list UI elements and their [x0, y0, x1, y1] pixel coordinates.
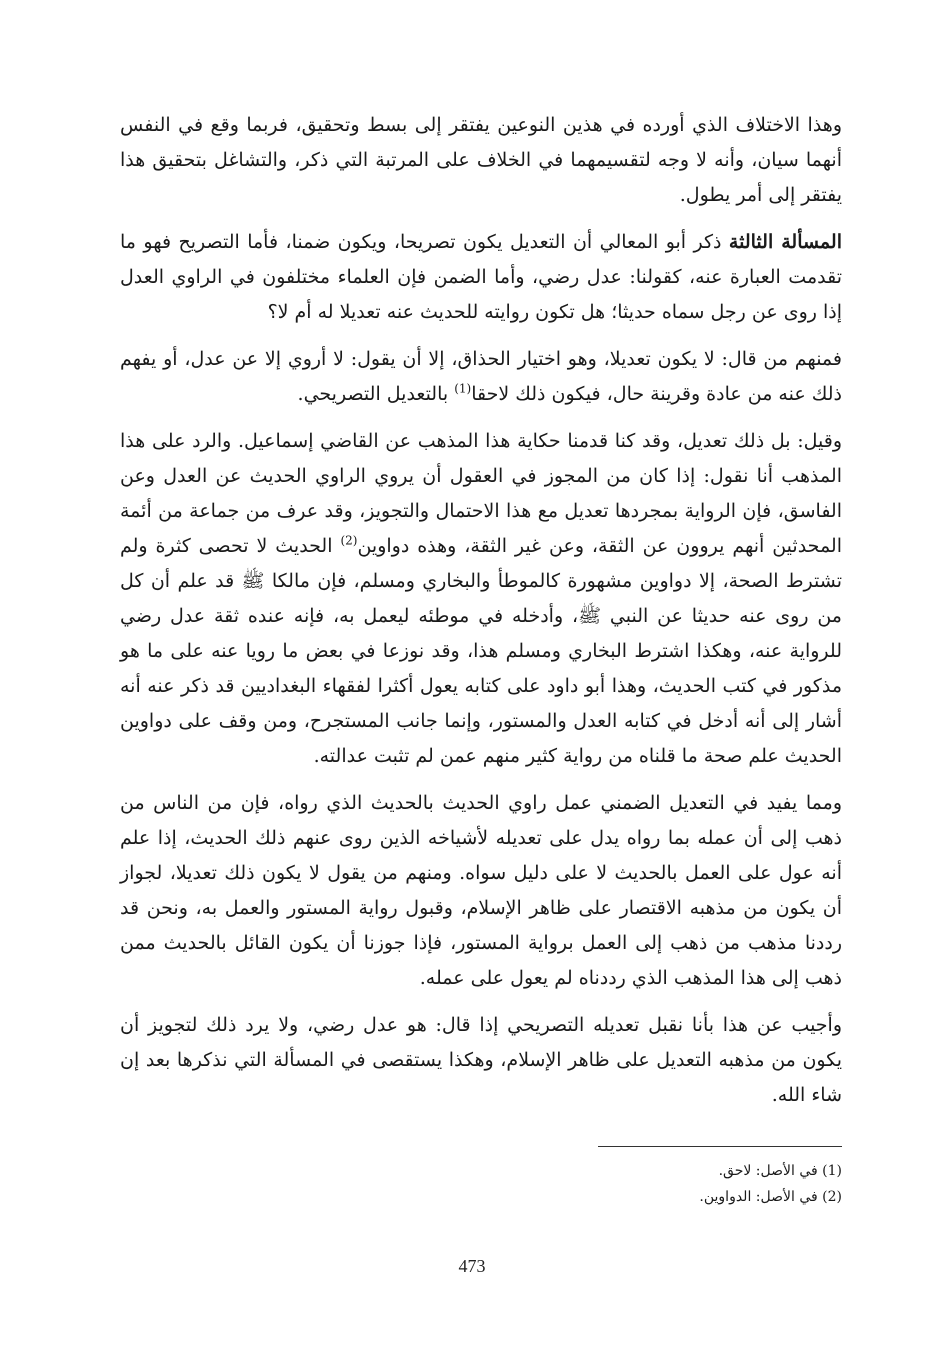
main-text [120, 108, 842, 1125]
paragraph-1-text: وهذا الاختلاف الذي أورده في هذين النوعين يفتقر إلى بسط وتحقيق، فربما وقع في النفس أنهما سيان، وأنه لا وجه لتقسيمهما في الخلاف على المرتبة التي ذكر، والتشاغل بتحقيق هذا يفتقر إلى أمر يطول. [120, 114, 842, 206]
paragraph-4-text-after: الحديث لا تحصى كثرة ولم تشترط الصحة، إلا دواوين مشهورة كالموطأ والبخاري ومسلم، فإن مالكا ﷺ قد علم أن كل من روى عنه حديثا عن النبي ﷺ، وأدخله في موطئه ليعمل به، فإنه عنده ثقة عدل رضي للرواية عنه، وهكذا اشترط البخاري ومسلم هذا، وقد نوزعا في بعض ما رويا عنه على ما هو مذكور في كتب الحديث، وهذا أبو داود على كتابه يعول أكثرا لفقهاء البغداديين قد ذكر عنه أنه أشار إلى أنه أدخل في كتابه العدل والمستور، وإنما جانب المستجرح، ومن وقف على دواوين الحديث علم صحة ما قلناه من رواية كثير منهم عمن لم تثبت عدالته. [120, 535, 842, 767]
footnotes [120, 1158, 842, 1210]
paragraph-5-text: ومما يفيد في التعديل الضمني عمل راوي الحديث بالحديث الذي رواه، فإن من الناس من ذهب إلى أن عمله بما رواه يدل على تعديله لأشياخه الذين روى عنهم ذلك الحديث، إذا علم أنه عول على العمل بالحديث لا على دليل سواه. ومنهم من يقول لا يكون ذلك تعديلا، لجواز أن يكون من مذهبه الاقتصار على ظاهر الإسلام، وقبول رواية المستور والعمل به، ونحن قد رددنا مذهب من ذهب إلى العمل برواية المستور، فإذا جوزنا أن يكون القائل بالحديث ممن ذهب إلى هذا المذهب الذي رددناه لم يعول على عمله. [120, 792, 842, 989]
paragraph-3-text-after: بالتعديل التصريحي. [297, 383, 455, 405]
page-number: 473 [458, 1256, 486, 1276]
footnote-2: (2) في الأصل: الدواوين. [699, 1189, 842, 1205]
footnote-ref-2[interactable]: (2) [340, 533, 358, 548]
paragraph-6 [120, 1008, 842, 1113]
paragraph-6-text: وأجيب عن هذا بأنا نقبل تعديله التصريحي إذا قال: هو عدل رضي، ولا يرد ذلك لتجويز أن يكون من مذهبه التعديل على ظاهر الإسلام، وهكذا يستقصى في المسألة التي نذكرها بعد إن شاء الله. [120, 1014, 842, 1106]
footnote-divider [598, 1146, 842, 1147]
paragraph-5 [120, 786, 842, 996]
section-heading: المسألة الثالثة [728, 231, 842, 253]
paragraph-2 [120, 225, 842, 330]
paragraph-4-text-before: وقيل: بل ذلك تعديل، وقد كنا قدمنا حكاية هذا المذهب عن القاضي إسماعيل. والرد على هذا المذهب أنا نقول: إذا كان من المجوز في العقول أن يروي الراوي الحديث عن العدل وعن الفاسق، فإن الرواية بمجردها تعديل مع هذا الاحتمال والتجويز، وقد عرف من جماعة من أئمة المحدثين أنهم يروون عن الثقة، وعن غير الثقة، وهذه دواوين [120, 430, 842, 557]
paragraph-1 [120, 108, 842, 213]
paragraph-4 [120, 424, 842, 774]
footnote-ref-1[interactable]: (1) [454, 381, 472, 396]
paragraph-3-text-before: فمنهم من قال: لا يكون تعديلا، وهو اختيار الحذاق، إلا أن يقول: لا أروي إلا عن عدل، أو يفهم ذلك عنه من عادة وقرينة حال، فيكون ذلك لاحقا [120, 348, 842, 405]
paragraph-2-text: ذكر أبو المعالي أن التعديل يكون تصريحا، ويكون ضمنا، فأما التصريح فهو ما تقدمت العبارة عنه، كقولنا: عدل رضي، وأما الضمن فإن العلماء مختلفون في الراوي العدل إذا روى عن رجل سماه حديثا؛ هل تكون روايته للحديث عنه تعديلا له أم لا؟ [120, 231, 842, 323]
footnote-1: (1) في الأصل: لاحق. [718, 1163, 842, 1179]
paragraph-3 [120, 342, 842, 412]
